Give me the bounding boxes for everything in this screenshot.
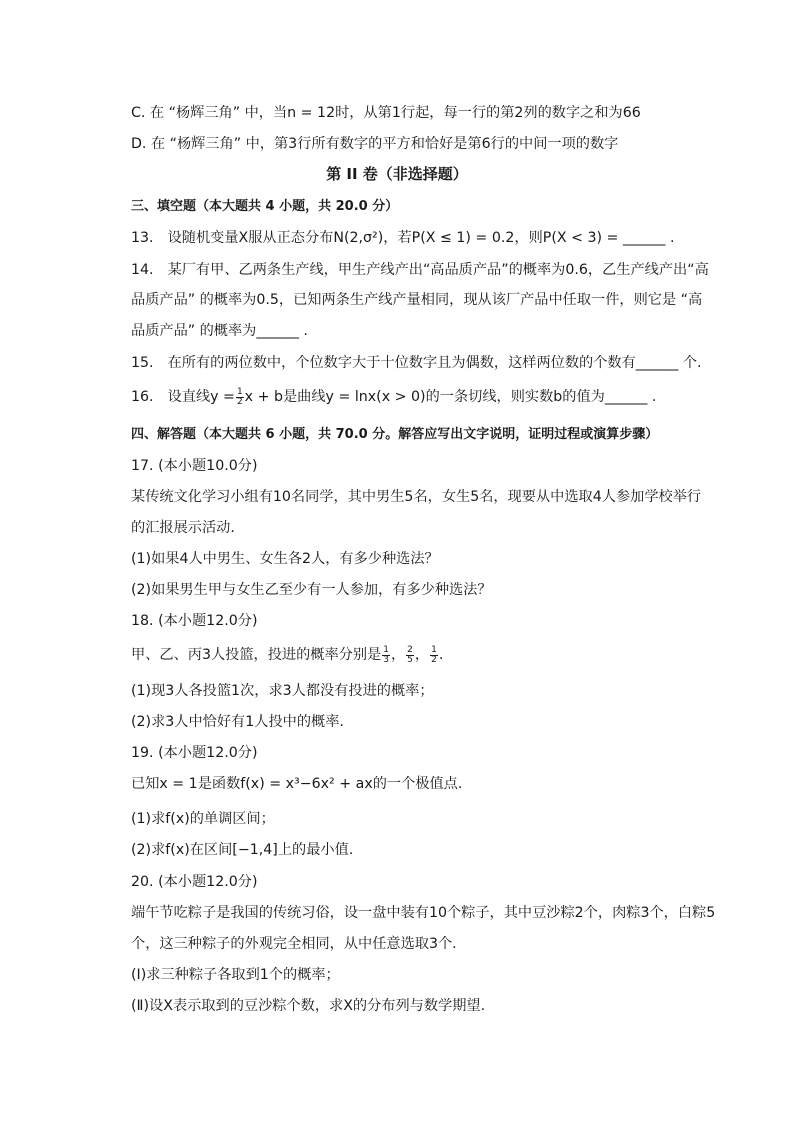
denominator: 2 — [431, 654, 437, 665]
question-number: 14. — [131, 262, 154, 278]
fraction — [236, 388, 244, 407]
question-16 — [131, 387, 656, 407]
question-17-part1: (1)如果4人中男生、女生各2人，有多少种选法？ — [131, 551, 439, 567]
question-text: 在所有的两位数中，个位数字大于十位数字且为偶数，这样两位数的个数有______ 个. — [167, 355, 702, 371]
denominator: 3 — [383, 654, 389, 665]
question-17-text: 的汇报展示活动. — [131, 520, 235, 536]
question-text: 甲、乙、丙3人投篮，投进的概率分别是 — [131, 647, 382, 663]
question-17-head: 17. (本小题10.0分) — [131, 458, 258, 474]
part2-title: 第 II 卷（非选择题） — [326, 165, 468, 183]
question-17-text: 某传统文化学习小组有10名同学，其中男生5名，女生5名，现要从中选取4人参加学校举行 — [131, 489, 702, 505]
question-18-part1: (1)现3人各投篮1次，求3人都没有投进的概率； — [131, 683, 434, 699]
question-number: 15. — [131, 355, 154, 371]
question-18-head: 18. (本小题12.0分) — [131, 613, 258, 629]
numerator: 1 — [236, 386, 243, 397]
option-c: C. 在 “杨辉三角” 中，当n = 12时，从第1行起，每一行的第2列的数字之和为66 — [131, 105, 641, 121]
question-20-part1: (Ⅰ)求三种粽子各取到1个的概率； — [131, 967, 340, 983]
section4-heading: 四、解答题（本大题共 6 小题，共 70.0 分。解答应写出文字说明，证明过程或演算步骤） — [131, 427, 659, 442]
question-text: 设直线y = — [167, 389, 235, 405]
question-text: 某厂有甲、乙两条生产线，甲生产线产出“高品质产品”的概率为0.6，乙生产线产出“高 — [167, 262, 709, 278]
question-text: x + b是曲线y = lnx(x > 0)的一条切线，则实数b的值为______ . — [244, 389, 657, 405]
fraction — [430, 646, 438, 665]
question-19-part1: (1)求f(x)的单调区间； — [131, 811, 275, 827]
numerator: 2 — [407, 644, 413, 655]
question-17-part2: (2)如果男生甲与女生乙至少有一人参加，有多少种选法？ — [131, 582, 492, 598]
fraction — [406, 646, 414, 665]
numerator: 1 — [383, 644, 389, 655]
denominator: 5 — [407, 654, 413, 665]
question-number: 16. — [131, 389, 154, 405]
question-19-head: 19. (本小题12.0分) — [131, 745, 258, 761]
question-18-text: 甲、乙、丙3人投篮，投进的概率分别是 $\frac{1}{3}$ ， $\frac{2}{5}$ ， $\frac{1}{2}$ . — [131, 644, 444, 665]
question-13 — [131, 228, 675, 248]
question-number: 13. — [131, 230, 154, 246]
question-text: 设随机变量X服从正态分布N(2,σ²)，若P(X ≤ 1) = 0.2，则P(X < 3) = ______ . — [167, 230, 675, 246]
fraction — [382, 646, 390, 665]
question-14-cont: 品质产品” 的概率为0.5，已知两条生产线产量相同，现从该厂产品中任取一件，则它是 “高 — [131, 292, 703, 308]
question-20-text: 个，这三种粽子的外观完全相同，从中任意选取3个. — [131, 936, 457, 952]
question-19-part2: (2)求f(x)在区间[−1,4]上的最小值. — [131, 842, 354, 858]
question-19-text: 已知x = 1是函数f(x) = x³−6x² + ax的一个极值点. — [131, 776, 463, 792]
question-20-head: 20. (本小题12.0分) — [131, 874, 258, 890]
numerator: 1 — [431, 644, 437, 655]
question-14-cont: 品质产品” 的概率为______ . — [131, 323, 308, 339]
option-d: D. 在 “杨辉三角” 中，第3行所有数字的平方和恰好是第6行的中间一项的数字 — [131, 136, 619, 152]
question-18-part2: (2)求3人中恰好有1人投中的概率. — [131, 714, 344, 730]
question-text: . — [438, 647, 444, 663]
denominator: 2 — [236, 396, 243, 407]
question-14 — [131, 260, 709, 280]
question-20-part2: (Ⅱ)设X表示取到的豆沙粽个数，求X的分布列与数学期望. — [131, 998, 486, 1014]
question-20-text: 端午节吃粽子是我国的传统习俗，设一盘中装有10个粽子，其中豆沙粽2个，肉粽3个，白粽5 — [131, 905, 716, 921]
question-15 — [131, 353, 702, 373]
section3-heading: 三、填空题（本大题共 4 小题，共 20.0 分） — [131, 199, 399, 214]
